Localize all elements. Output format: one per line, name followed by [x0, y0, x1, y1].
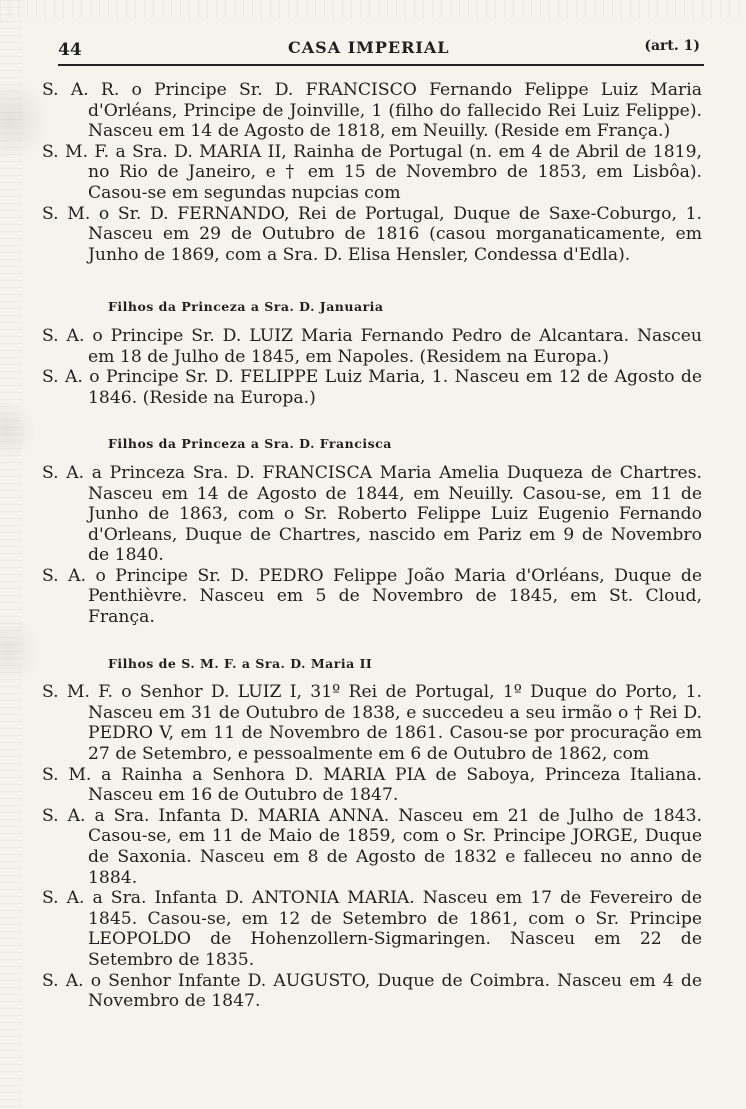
section-heading: Filhos da Princeza a Sra. D. Januaria: [108, 299, 384, 315]
page-number: 44: [58, 40, 82, 60]
entry: S. A. o Senhor Infante D. AUGUSTO, Duque de Coimbra. Nasceu em 4 de Novembro de 1847.: [42, 970, 702, 1012]
entry: S. A. o Principe Sr. D. PEDRO Felippe João Maria d'Orléans, Duque de Penthièvre. Nasceu em 5 de Novembro de 1845, em St. Cloud, França.: [42, 565, 702, 628]
document-body: [42, 76, 702, 1012]
page-top-texture: [0, 0, 746, 18]
entry: S. A. o Principe Sr. D. FELIPPE Luiz Maria, 1. Nasceu em 12 de Agosto de 1846. (Reside na Europa.): [42, 367, 702, 408]
running-title: CASA IMPERIAL: [288, 38, 450, 57]
article-reference: (art. 1): [644, 38, 700, 54]
section-heading: Filhos da Princeza a Sra. D. Francisca: [108, 436, 392, 452]
entry: S. A. a Sra. Infanta D. MARIA ANNA. Nasceu em 21 de Julho de 1843. Casou-se, em 11 de Maio de 1859, com o Sr. Principe JORGE, Duque de Saxonia. Nasceu em 8 de Agosto de 1832 e falleceu no anno de 1884.: [42, 805, 702, 888]
entry: S. M. F. a Sra. D. MARIA II, Rainha de Portugal (n. em 4 de Abril de 1819, no Rio de Janeiro, e † em 15 de Novembro de 1853, em Lisbôa). Casou-se em segundas nupcias com: [42, 141, 702, 203]
entry: S. A. a Sra. Infanta D. ANTONIA MARIA. Nasceu em 17 de Fevereiro de 1845. Casou-se, em 12 de Setembro de 1861, com o Sr. Principe LEOPOLDO de Hohenzollern-Sigmaringen. Nasceu em 22 de Setembro de 1835.: [42, 888, 702, 970]
section-heading: Filhos de S. M. F. a Sra. D. Maria II: [108, 655, 373, 671]
page-header: [58, 34, 704, 66]
entry: S. A. R. o Principe Sr. D. FRANCISCO Fernando Felippe Luiz Maria d'Orléans, Principe de Joinville, 1 (filho do fallecido Rei Luiz Felippe). Nasceu em 14 de Agosto de 1818, em Neuilly. (Reside em França.): [42, 80, 702, 142]
entry: S. A. a Princeza Sra. D. FRANCISCA Maria Amelia Duqueza de Chartres. Nasceu em 14 de Agosto de 1844, em Neuilly. Casou-se, em 11 de Junho de 1863, com o Sr. Roberto Felippe Luiz Eugenio Fernando d'Orleans, Duque de Chartres, nascido em Pariz em 9 de Novembro de 1840.: [42, 462, 702, 566]
entry: S. M. a Rainha a Senhora D. MARIA PIA de Saboya, Princeza Italiana. Nasceu em 16 de Outubro de 1847.: [42, 764, 702, 806]
entry: S. M. o Sr. D. FERNANDO, Rei de Portugal, Duque de Saxe-Coburgo, 1. Nasceu em 29 de Outubro de 1816 (casou morganaticamente, em Junho de 1869, com a Sra. D. Elisa Hensler, Condessa d'Edla).: [42, 203, 702, 265]
entry: S. A. o Principe Sr. D. LUIZ Maria Fernando Pedro de Alcantara. Nasceu em 18 de Julho de 1845, em Napoles. (Residem na Europa.): [42, 325, 702, 367]
entry: S. M. F. o Senhor D. LUIZ I, 31º Rei de Portugal, 1º Duque do Porto, 1. Nasceu em 31 de Outubro de 1838, e succedeu a seu irmão o † Rei D. PEDRO V, em 11 de Novembro de 1861. Casou-se por procuração em 27 de Setembro, e pessoalmente em 6 de Outubro de 1862, com: [42, 682, 702, 765]
page-edge-texture: [0, 0, 22, 1109]
